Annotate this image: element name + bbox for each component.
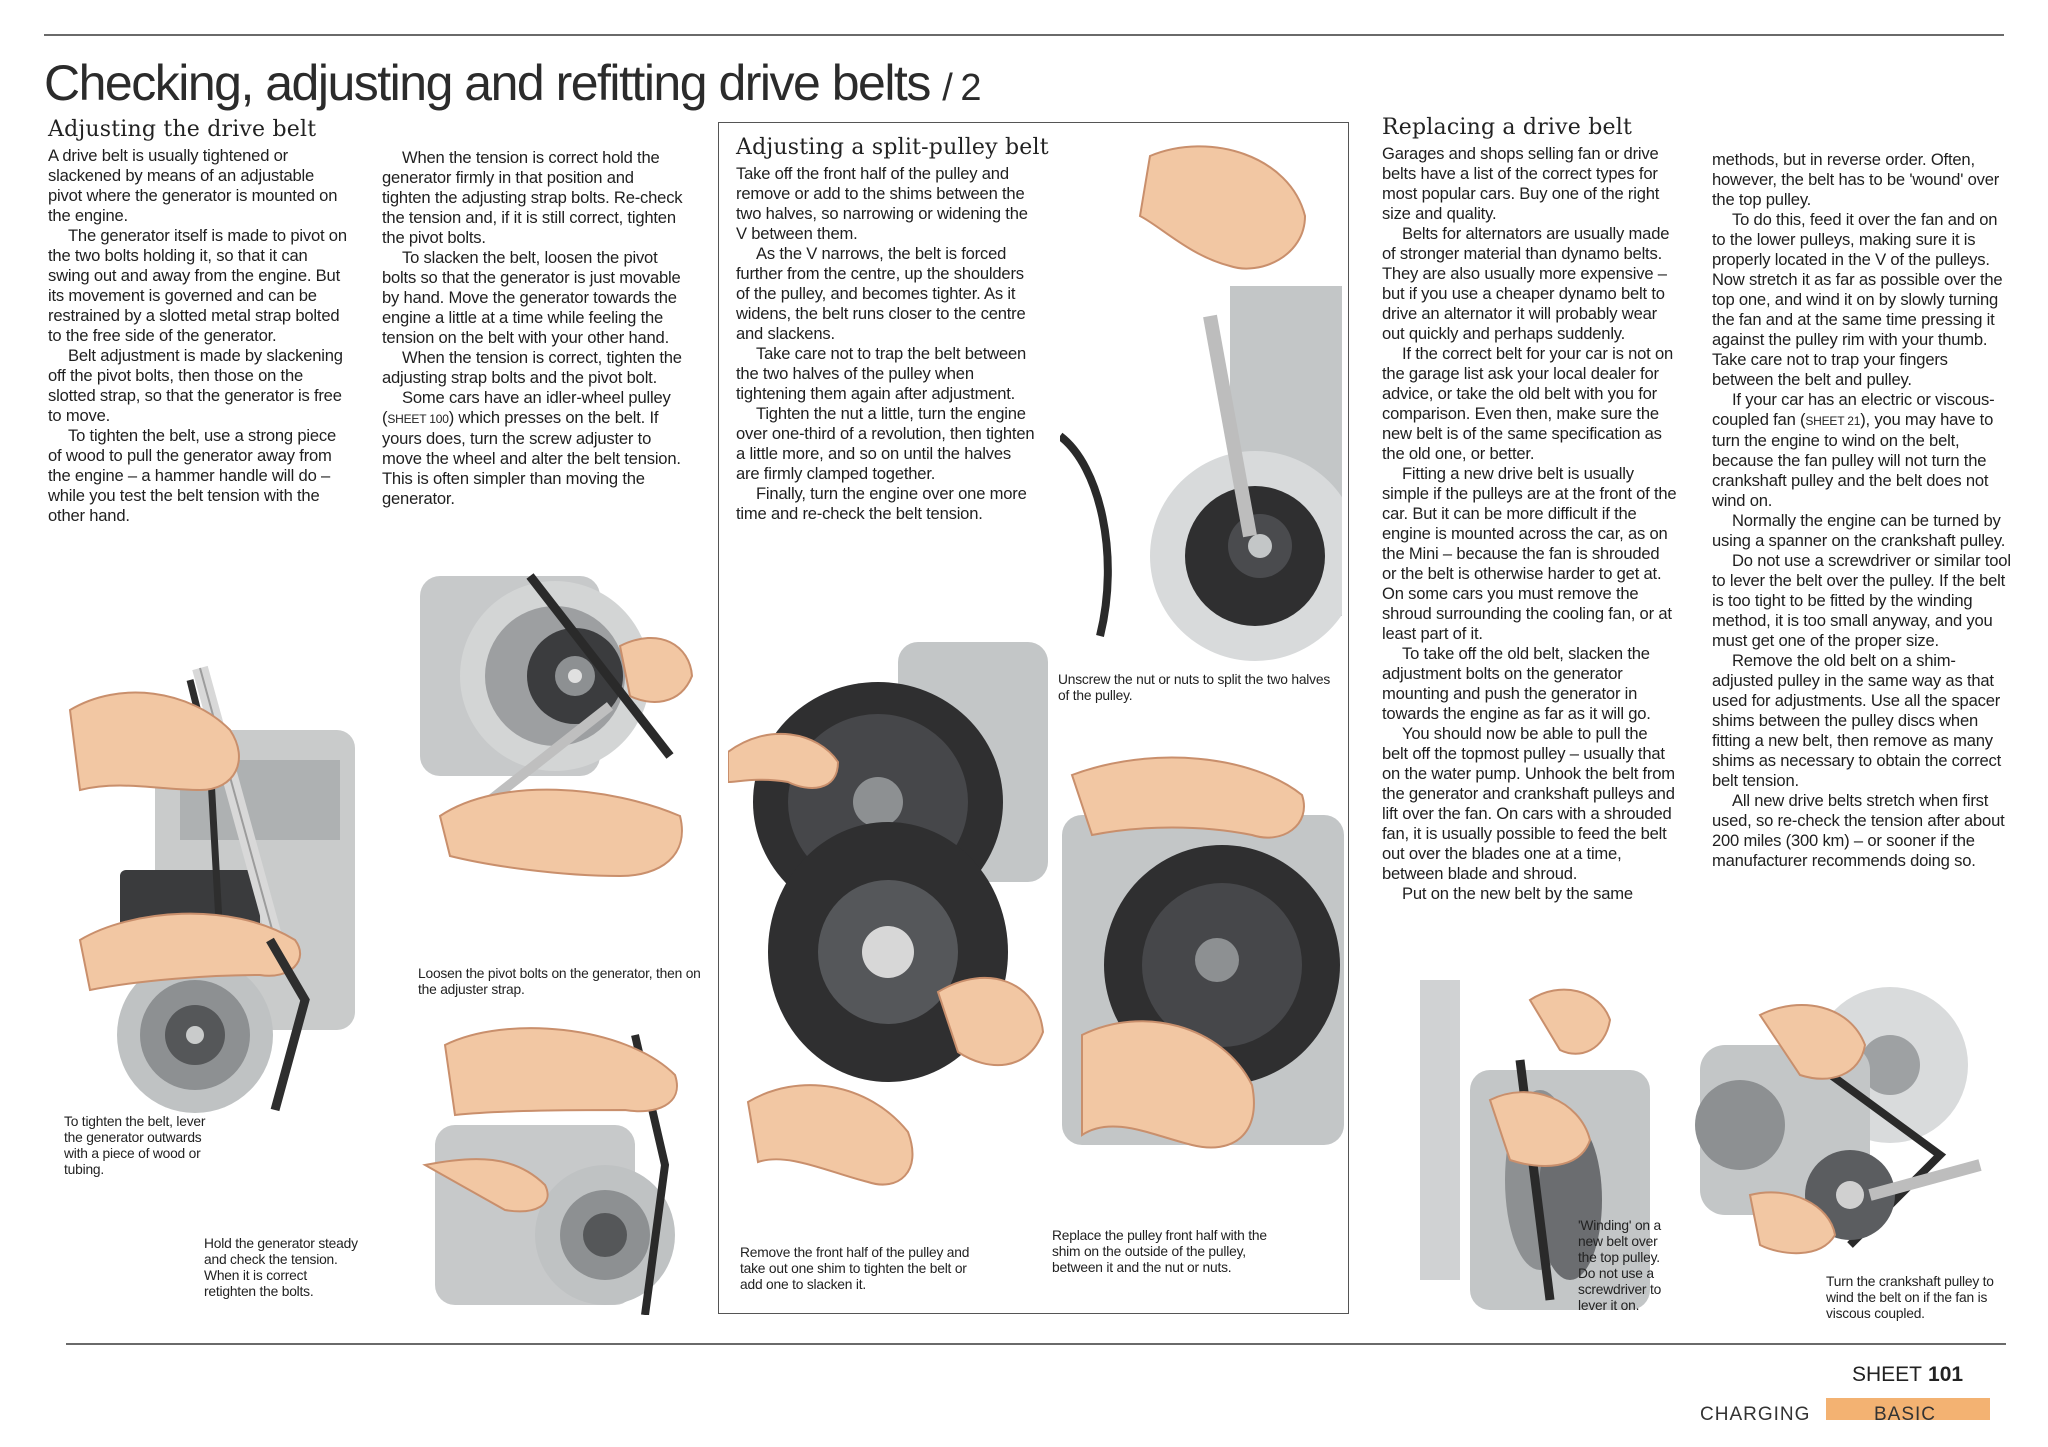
page-title: Checking, adjusting and refitting drive belts / 2 xyxy=(44,55,980,111)
paragraph: Remove the old belt on a shim-adjusted pulley in the same way as that used for adjustments. Use all the spacer shims between the pulley discs when fitting a new belt, then remove as many shims as necessary to obtain the correct belt tension. xyxy=(1712,651,2001,790)
bottom-rule xyxy=(66,1343,2006,1345)
paragraph: Do not use a screwdriver or similar tool to lever the belt over the pulley. If the belt is too tight to be fitted by the winding method, it is too small anyway, and you must get one of the proper size. xyxy=(1712,551,2011,650)
caption-hold: Hold the generator steady and check the tension. When it is correct retighten the bolts. xyxy=(204,1236,358,1299)
paragraph: If your car has an electric or viscous-coupled fan (SHEET 21), you may have to turn the engine to wind on the belt, because the fan pulley will not turn the crankshaft pulley and the belt does not wind on. xyxy=(1712,390,1995,510)
caption-winding: 'Winding' on a new belt over the top pulley. Do not use a screwdriver to lever it on. xyxy=(1578,1218,1662,1313)
sheet-reference: SHEET 21 xyxy=(1805,414,1861,428)
turn-crankshaft-illustration xyxy=(1680,975,2010,1275)
paragraph: When the tension is correct, tighten the adjusting strap bolts and the pivot bolt. xyxy=(382,348,682,387)
caption-loosen: Loosen the pivot bolts on the generator, then on the adjuster strap. xyxy=(418,966,701,997)
paragraph: Finally, turn the engine over one more time and re-check the belt tension. xyxy=(736,484,1027,523)
paragraph: To tighten the belt, use a strong piece of wood to pull the generator away from the engine – a hammer handle will do – while you test the belt tension with the other hand. xyxy=(48,426,337,525)
section-heading: Replacing a drive belt xyxy=(1382,115,1632,140)
section-heading: Adjusting a split-pulley belt xyxy=(736,135,1049,160)
paragraph: Take off the front half of the pulley and remove or add to the shims between the two halves, so narrowing or widening the V between them. xyxy=(736,164,1028,243)
paragraph: As the V narrows, the belt is forced further from the centre, up the shoulders of the pulley, and becomes tighter. As it widens, the belt runs closer to the centre and slackens. xyxy=(736,244,1026,343)
paragraph: A drive belt is usually tightened or slackened by means of an adjustable pivot where the generator is mounted on the engine. xyxy=(48,146,338,225)
replacing-section xyxy=(1382,115,1677,904)
paragraph: When the tension is correct hold the generator firmly in that position and tighten the adjusting strap bolts. Re-check the tension and, if it is still correct, tighten the pivot bolts. xyxy=(382,148,683,247)
loosen-bolts-illustration xyxy=(380,556,700,956)
unscrew-nut-illustration xyxy=(1060,136,1342,661)
paragraph: To slacken the belt, loosen the pivot bolts so that the generator is just movable by hand. Move the generator towards the engine a little at a time while feeling the tension on the belt with your other hand. xyxy=(382,248,681,347)
remove-pulley-half-illustration xyxy=(728,632,1048,1242)
top-rule xyxy=(44,34,2004,36)
paragraph: To take off the old belt, slacken the adjustment bolts on the generator mounting and push the generator in towards the engine as far as it will go. xyxy=(1382,644,1651,723)
paragraph: Some cars have an idler-wheel pulley (SHEET 100) which presses on the belt. If yours does, turn the screw adjuster to move the wheel and alter the belt tension. This is often simpler than moving the generator. xyxy=(382,388,681,508)
paragraph: You should now be able to pull the belt off the topmost pulley – usually that on the water pump. Unhook the belt from the generator and crankshaft pulleys and lift over the fan. On cars with a shrouded fan, it is usually possible to feed the belt out over the blades one at a time, between blade and shroud. xyxy=(1382,724,1675,883)
paragraph: methods, but in reverse order. Often, however, the belt has to be 'wound' over the top pulley. xyxy=(1712,150,2000,209)
paragraph: Belts for alternators are usually made of stronger material than dynamo belts. They are also usually more expensive – but if you use a cheaper dynamo belt to drive an alternator it will probably wear out quickly and perhaps suddenly. xyxy=(1382,224,1670,343)
paragraph: All new drive belts stretch when first used, so re-check the tension after about 200 miles (300 km) – or sooner if the manufacturer recommends doing so. xyxy=(1712,791,2005,870)
caption-tighten: To tighten the belt, lever the generator outwards with a piece of wood or tubing. xyxy=(64,1114,206,1177)
caption-crank: Turn the crankshaft pulley to wind the belt on if the fan is viscous coupled. xyxy=(1826,1274,1994,1321)
check-tension-illustration xyxy=(405,1015,705,1315)
caption-remove-half: Remove the front half of the pulley and take out one shim to tighten the belt or add one to slacken it. xyxy=(740,1245,970,1292)
tab-charging: CHARGING xyxy=(1700,1404,1811,1420)
paragraph: Put on the new belt by the same xyxy=(1402,884,1633,903)
paragraph: The generator itself is made to pivot on the two bolts holding it, so that it can swing out and away from the engine. But its movement is governed and can be restrained by a slotted metal strap bolted to the free side of the generator. xyxy=(48,226,347,345)
sheet-number: SHEET 101 xyxy=(1852,1363,1964,1386)
paragraph: To do this, feed it over the fan and on to the lower pulleys, making sure it is properly located in the V of the pulleys. Now stretch it as far as possible over the top one, and wind it on by slowly turning the fan and at the same time pressing it against the pulley rim with your thumb. Take care not to trap your fingers between the belt and pulley. xyxy=(1712,210,2003,389)
paragraph: Normally the engine can be turned by using a spanner on the crankshaft pulley. xyxy=(1712,511,2006,550)
paragraph: Belt adjustment is made by slackening off the pivot bolts, then those on the slotted strap, so that the generator is free to move. xyxy=(48,346,343,425)
section-heading: Adjusting the drive belt xyxy=(48,117,317,142)
paragraph: Tighten the nut a little, turn the engine over one-third of a revolution, then tighten a little more, and so on until the halves are firmly clamped together. xyxy=(736,404,1035,483)
section-tabs xyxy=(1640,1398,1990,1420)
paragraph: Fitting a new drive belt is usually simple if the pulleys are at the front of the car. But it can be more difficult if the engine is mounted across the car, as on the Mini – because the fan is shrouded or the belt is otherwise harder to get at. On some cars you must remove the shroud surrounding the cooling fan, or at least part of it. xyxy=(1382,464,1677,643)
sheet-reference: SHEET 100 xyxy=(387,412,449,426)
replace-pulley-half-illustration xyxy=(1052,735,1344,1225)
replacing-section-continued xyxy=(1712,150,2012,871)
lever-generator-illustration xyxy=(60,640,360,1140)
caption-replace-half: Replace the pulley front half with the shim on the outside of the pulley, between it and the nut or nuts. xyxy=(1052,1228,1267,1275)
adjusting-section xyxy=(48,117,352,526)
split-pulley-section xyxy=(736,135,1049,524)
tab-basic: BASIC xyxy=(1826,1398,1990,1420)
paragraph: Take care not to trap the belt between the two halves of the pulley when tightening them again after adjustment. xyxy=(736,344,1027,403)
adjusting-section-continued xyxy=(382,148,684,509)
paragraph: If the correct belt for your car is not on the garage list ask your local dealer for advice, or take the old belt with you for comparison. Even then, make sure the new belt is of the same specification as the old one, or better. xyxy=(1382,344,1674,463)
paragraph: Garages and shops selling fan or drive belts have a list of the correct types for most popular cars. Buy one of the right size and quality. xyxy=(1382,144,1660,223)
caption-unscrew: Unscrew the nut or nuts to split the two halves of the pulley. xyxy=(1058,672,1331,703)
